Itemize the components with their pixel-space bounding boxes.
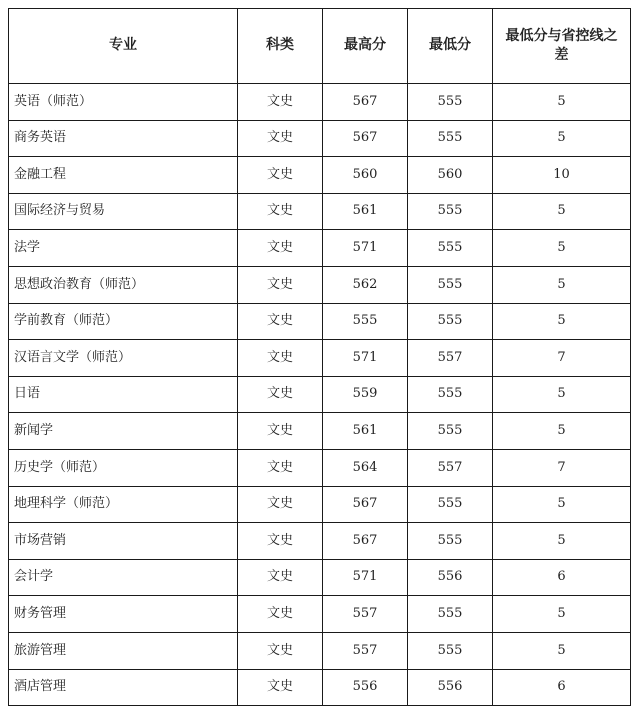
cell-min-score: 555 (408, 84, 493, 121)
cell-max-score: 555 (323, 303, 408, 340)
cell-major: 国际经济与贸易 (9, 193, 238, 230)
table-row (9, 413, 631, 450)
cell-major: 财务管理 (9, 596, 238, 633)
table-row (9, 669, 631, 706)
cell-major: 英语（师范） (9, 84, 238, 121)
cell-major: 商务英语 (9, 120, 238, 157)
table-body (9, 84, 631, 706)
cell-min-score: 555 (408, 266, 493, 303)
cell-max-score: 567 (323, 120, 408, 157)
cell-diff: 5 (493, 413, 631, 450)
cell-major: 思想政治教育（师范） (9, 266, 238, 303)
table-row (9, 376, 631, 413)
cell-category: 文史 (238, 157, 323, 194)
cell-major: 法学 (9, 230, 238, 267)
cell-category: 文史 (238, 266, 323, 303)
cell-major: 市场营销 (9, 523, 238, 560)
cell-max-score: 561 (323, 193, 408, 230)
cell-major: 旅游管理 (9, 632, 238, 669)
cell-diff: 5 (493, 486, 631, 523)
cell-max-score: 559 (323, 376, 408, 413)
cell-diff: 6 (493, 559, 631, 596)
cell-major: 地理科学（师范） (9, 486, 238, 523)
cell-category: 文史 (238, 486, 323, 523)
table-row (9, 157, 631, 194)
cell-min-score: 555 (408, 596, 493, 633)
cell-max-score: 556 (323, 669, 408, 706)
cell-max-score: 562 (323, 266, 408, 303)
cell-category: 文史 (238, 120, 323, 157)
cell-max-score: 561 (323, 413, 408, 450)
cell-category: 文史 (238, 303, 323, 340)
cell-major: 汉语言文学（师范） (9, 340, 238, 377)
cell-category: 文史 (238, 413, 323, 450)
table-row (9, 230, 631, 267)
table-row (9, 84, 631, 121)
cell-min-score: 560 (408, 157, 493, 194)
table-row (9, 266, 631, 303)
cell-diff: 5 (493, 230, 631, 267)
header-min-score: 最低分 (408, 9, 493, 84)
cell-min-score: 555 (408, 193, 493, 230)
cell-min-score: 555 (408, 413, 493, 450)
cell-max-score: 567 (323, 84, 408, 121)
cell-min-score: 555 (408, 303, 493, 340)
cell-max-score: 564 (323, 449, 408, 486)
header-diff: 最低分与省控线之差 (493, 9, 631, 84)
cell-category: 文史 (238, 376, 323, 413)
cell-diff: 7 (493, 449, 631, 486)
cell-min-score: 556 (408, 669, 493, 706)
cell-category: 文史 (238, 230, 323, 267)
cell-max-score: 567 (323, 523, 408, 560)
header-category: 科类 (238, 9, 323, 84)
cell-diff: 5 (493, 596, 631, 633)
table-row (9, 120, 631, 157)
table-row (9, 523, 631, 560)
cell-max-score: 557 (323, 596, 408, 633)
cell-max-score: 571 (323, 340, 408, 377)
cell-diff: 10 (493, 157, 631, 194)
table-row (9, 596, 631, 633)
table-row (9, 193, 631, 230)
cell-major: 新闻学 (9, 413, 238, 450)
cell-max-score: 567 (323, 486, 408, 523)
table-row (9, 632, 631, 669)
cell-diff: 5 (493, 303, 631, 340)
cell-min-score: 555 (408, 523, 493, 560)
cell-category: 文史 (238, 449, 323, 486)
cell-major: 学前教育（师范） (9, 303, 238, 340)
cell-min-score: 555 (408, 230, 493, 267)
cell-diff: 5 (493, 523, 631, 560)
cell-category: 文史 (238, 523, 323, 560)
cell-category: 文史 (238, 84, 323, 121)
table-row (9, 486, 631, 523)
cell-diff: 5 (493, 120, 631, 157)
cell-major: 日语 (9, 376, 238, 413)
header-major: 专业 (9, 9, 238, 84)
cell-min-score: 557 (408, 340, 493, 377)
cell-min-score: 556 (408, 559, 493, 596)
cell-major: 历史学（师范） (9, 449, 238, 486)
cell-major: 酒店管理 (9, 669, 238, 706)
cell-min-score: 555 (408, 120, 493, 157)
cell-diff: 5 (493, 84, 631, 121)
header-max-score: 最高分 (323, 9, 408, 84)
cell-diff: 5 (493, 266, 631, 303)
cell-min-score: 555 (408, 486, 493, 523)
cell-category: 文史 (238, 632, 323, 669)
table-row (9, 340, 631, 377)
cell-max-score: 571 (323, 230, 408, 267)
table-row (9, 449, 631, 486)
cell-category: 文史 (238, 193, 323, 230)
cell-category: 文史 (238, 559, 323, 596)
cell-category: 文史 (238, 596, 323, 633)
cell-major: 会计学 (9, 559, 238, 596)
cell-max-score: 557 (323, 632, 408, 669)
admission-scores-table (8, 8, 631, 706)
table-row (9, 559, 631, 596)
table-row (9, 303, 631, 340)
cell-category: 文史 (238, 669, 323, 706)
cell-max-score: 571 (323, 559, 408, 596)
cell-category: 文史 (238, 340, 323, 377)
header-row (9, 9, 631, 84)
cell-min-score: 555 (408, 632, 493, 669)
cell-max-score: 560 (323, 157, 408, 194)
cell-min-score: 557 (408, 449, 493, 486)
cell-diff: 5 (493, 193, 631, 230)
cell-diff: 5 (493, 632, 631, 669)
cell-diff: 5 (493, 376, 631, 413)
table-header (9, 9, 631, 84)
cell-diff: 6 (493, 669, 631, 706)
cell-diff: 7 (493, 340, 631, 377)
cell-min-score: 555 (408, 376, 493, 413)
cell-major: 金融工程 (9, 157, 238, 194)
